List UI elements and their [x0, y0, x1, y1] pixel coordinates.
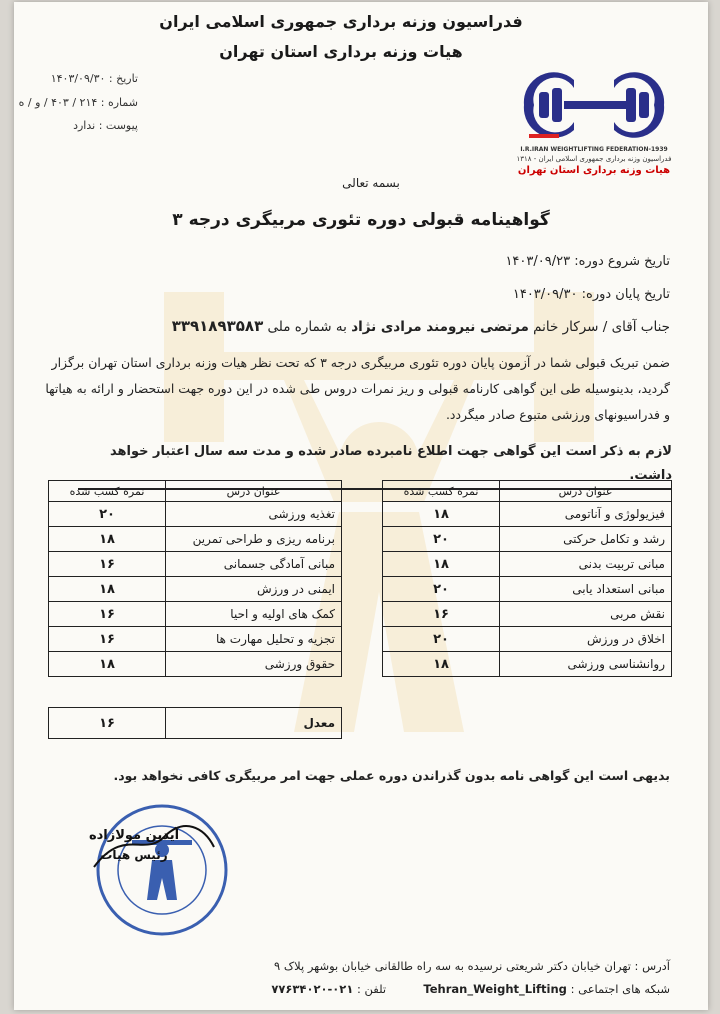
table-row — [49, 527, 342, 552]
social-phone-line — [44, 982, 670, 996]
table-row — [383, 502, 672, 527]
course-end-line — [42, 281, 670, 309]
table-row — [49, 627, 342, 652]
table-row — [383, 602, 672, 627]
table-row — [383, 527, 672, 552]
column-header-grade: نمره کسب شده — [383, 481, 500, 502]
table-header-row — [383, 481, 672, 502]
table-row — [383, 652, 672, 677]
course-grade: ۱۸ — [49, 577, 166, 602]
course-end-label: تاریخ پایان دوره: — [581, 287, 670, 302]
social-handle: Tehran_Weight_Lifting — [423, 982, 567, 996]
course-name: مبانی استعداد یابی — [500, 577, 672, 602]
certificate-title: گواهینامه قبولی دوره تئوری مربیگری درجه ۳ — [172, 210, 550, 230]
congratulations-paragraph: ضمن تبریک قبولی شما در آزمون پایان دوره تئوری مربیگری درجه ۳ که تحت نظر هیات وزنه برداری استان تهران برگزار گردید، بدینوسیله طی این گواهی کارنامه قبولی و ریز نمرات دروس طی شده در این دوره جهت استحضار و ارائه به هیاتها و فدراسیونهای ورزشی متبوع صادر میگردد. — [45, 355, 670, 422]
table-row — [383, 552, 672, 577]
course-grade: ۱۶ — [49, 602, 166, 627]
course-start-line — [42, 248, 670, 276]
address-line — [44, 959, 670, 973]
course-name: کمک های اولیه و احیا — [166, 602, 342, 627]
logo-caption-en: I.R.IRAN WEIGHTLIFTING FEDERATION-1939 — [520, 146, 668, 153]
invocation-text: بسمه تعالی — [342, 176, 400, 190]
table-header-row — [49, 481, 342, 502]
recipient-name: مرتضی نیرومند مرادی نژاد — [351, 319, 529, 335]
logo-caption-fa: فدراسیون وزنه برداری جمهوری اسلامی ایران - ۱۳۱۸ — [516, 155, 672, 163]
course-name: تجزیه و تحلیل مهارت ها — [166, 627, 342, 652]
column-header-grade: نمره کسب شده — [49, 481, 166, 502]
federation-logo — [504, 70, 684, 188]
course-grade: ۲۰ — [383, 527, 500, 552]
table-row — [49, 502, 342, 527]
national-id-label: به شماره ملی — [267, 319, 347, 335]
course-grade: ۱۸ — [383, 552, 500, 577]
course-name: مبانی آمادگی جسمانی — [166, 552, 342, 577]
average-table — [48, 707, 342, 739]
course-start-date: ۱۴۰۳/۰۹/۲۳ — [505, 254, 571, 269]
table-row — [49, 652, 342, 677]
signer-name: آیدین مولازاده — [88, 828, 180, 843]
address-label: آدرس : — [634, 959, 670, 973]
average-row — [49, 708, 342, 739]
course-grade: ۲۰ — [49, 502, 166, 527]
number-value: ۲۱۴ / ۴۰۳ / و / ه — [18, 96, 98, 109]
course-grade: ۱۶ — [49, 552, 166, 577]
letter-number — [19, 96, 138, 109]
course-name: فیزیولوژی و آناتومی — [500, 502, 672, 527]
table-row — [383, 577, 672, 602]
course-end-date: ۱۴۰۳/۰۹/۳۰ — [512, 287, 578, 302]
attachment-value: ندارد — [73, 119, 96, 132]
course-grade: ۲۰ — [383, 577, 500, 602]
course-name: حقوق ورزشی — [166, 652, 342, 677]
federation-title: فدراسیون وزنه برداری جمهوری اسلامی ایران — [159, 12, 523, 31]
address-value: تهران خیابان دکتر شریعتی نرسیده به سه راه طالقانی خیابان بوشهر پلاک ۹ — [273, 959, 631, 973]
attachment-label: پیوست : — [98, 119, 138, 132]
course-name: روانشناسی ورزشی — [500, 652, 672, 677]
signer-title: رئیس هیات — [100, 848, 168, 862]
course-grade: ۱۸ — [49, 652, 166, 677]
column-header-course: عنوان درس — [500, 481, 672, 502]
grades-table-left — [48, 480, 342, 677]
phone-value: ۰۲۱-۷۷۶۳۴۰۲۰ — [271, 982, 354, 996]
certificate-page — [14, 2, 708, 1010]
average-label: معدل — [166, 708, 342, 739]
course-name: ایمنی در ورزش — [166, 577, 342, 602]
salutation: جناب آقای / سرکار خانم — [533, 319, 670, 335]
social-label: شبکه های اجتماعی : — [570, 982, 670, 996]
course-name: تغذیه ورزشی — [166, 502, 342, 527]
course-grade: ۲۰ — [383, 627, 500, 652]
validity-note: لازم به ذکر است این گواهی جهت اطلاع نامبرده صادر شده و مدت سه سال اعتبار خواهد داشت. — [78, 440, 672, 490]
recipient-line — [42, 312, 670, 341]
average-value: ۱۶ — [49, 708, 166, 739]
column-header-course: عنوان درس — [166, 481, 342, 502]
course-grade: ۱۸ — [49, 527, 166, 552]
course-grade: ۱۸ — [383, 502, 500, 527]
course-name: برنامه ریزی و طراحی تمرین — [166, 527, 342, 552]
handwritten-signature-icon — [84, 817, 224, 877]
course-name: رشد و تکامل حرکتی — [500, 527, 672, 552]
table-row — [49, 552, 342, 577]
table-row — [383, 627, 672, 652]
grades-table-right — [382, 480, 672, 677]
table-row — [49, 577, 342, 602]
table-row — [49, 602, 342, 627]
phone-label: تلفن : — [357, 982, 387, 996]
course-name: نقش مربی — [500, 602, 672, 627]
course-name: اخلاق در ورزش — [500, 627, 672, 652]
logo-caption-board: هیات وزنه برداری استان تهران — [517, 165, 671, 176]
course-grade: ۱۸ — [383, 652, 500, 677]
number-label: شماره : — [100, 96, 138, 109]
barbell-logo-icon — [504, 70, 684, 140]
course-grade: ۱۶ — [49, 627, 166, 652]
course-name: مبانی تربیت بدنی — [500, 552, 672, 577]
letter-date — [51, 72, 138, 85]
course-grade: ۱۶ — [383, 602, 500, 627]
date-value: ۱۴۰۳/۰۹/۳۰ — [50, 72, 106, 85]
national-id: ۳۳۹۱۸۹۳۵۸۳ — [171, 317, 264, 335]
date-label: تاریخ : — [108, 72, 138, 85]
course-start-label: تاریخ شروع دوره: — [574, 254, 670, 269]
letter-attachment — [73, 119, 138, 132]
practical-course-note: بدیهی است این گواهی نامه بدون گذراندن دوره عملی جهت امر مربیگری کافی نخواهد بود. — [113, 768, 670, 783]
board-title: هیات وزنه برداری استان تهران — [219, 42, 463, 61]
